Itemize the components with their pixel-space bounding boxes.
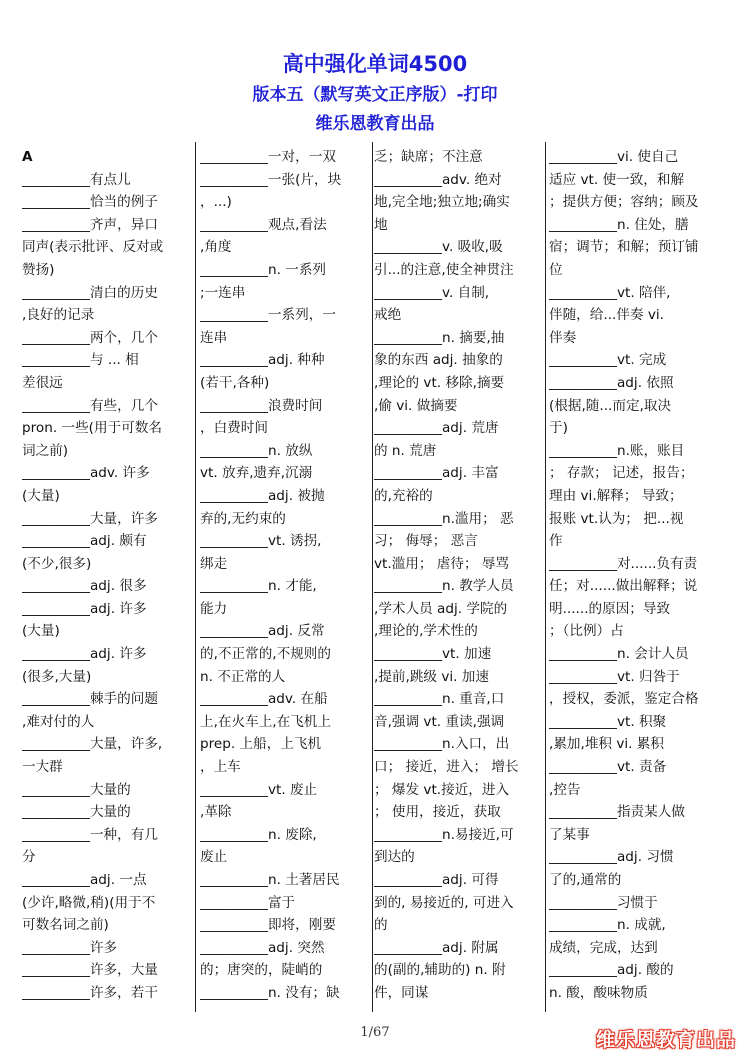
- vocab-line: __________adj. 许多: [22, 646, 147, 663]
- vocab-line: 理由 vi.解释； 导致；: [549, 487, 683, 504]
- vocab-line: ； 爆发 vt.接近，进入: [374, 781, 510, 798]
- vocab-column-2: [200, 146, 370, 1014]
- vocab-line: __________即将，刚要: [200, 917, 336, 934]
- vocab-line: __________vi. 使自己: [549, 149, 679, 165]
- vocab-line: ,提前,跳级 vi. 加速: [374, 668, 489, 685]
- vocab-line: __________大量的: [22, 804, 131, 821]
- vocab-line: 戒绝: [374, 307, 402, 324]
- vocab-line: pron. 一些(用于可数名: [22, 420, 162, 437]
- vocab-line: 到达的: [374, 849, 415, 866]
- vocab-line: 明......的原因；导致: [549, 600, 671, 617]
- vocab-line: 绑走: [200, 555, 228, 572]
- vocab-line: 位: [549, 261, 563, 278]
- vocab-line: __________n.滥用； 恶: [374, 510, 514, 527]
- vocab-line: __________对......负有责: [549, 555, 698, 572]
- vocab-line: ，白费时间: [200, 420, 268, 437]
- vocab-line: __________n. 摘要,抽: [374, 329, 505, 346]
- vocab-line: __________v. 吸收,吸: [374, 239, 503, 256]
- document-title: 高中强化单词4500: [282, 52, 468, 76]
- vocab-line: __________adj. 很多: [22, 578, 147, 595]
- publisher-line: 维乐恩教育出品: [315, 114, 435, 134]
- vocab-line: __________adv. 绝对: [374, 171, 502, 188]
- vocab-line: 的 n. 荒唐: [374, 442, 437, 459]
- vocab-line: __________n.入口，出: [374, 736, 510, 753]
- vocab-line: (不少,很多): [22, 555, 92, 572]
- vocab-line: __________n. 废除,: [200, 826, 317, 843]
- vocab-line: 弃的,无约束的: [200, 510, 286, 527]
- vocab-line: (大量): [22, 623, 60, 640]
- vocab-line: 象的东西 adj. 抽象的: [374, 352, 503, 369]
- vocab-line: __________vt. 归咎于: [549, 668, 680, 685]
- vocab-line: 连串: [200, 329, 228, 346]
- vocab-line: __________清白的历史: [22, 284, 158, 301]
- vocab-line: ；（比例）占: [549, 623, 624, 640]
- vocab-line: 上,在火车上,在飞机上: [200, 713, 331, 730]
- vocab-line: 于): [549, 420, 568, 437]
- vocab-line: (若干,各种): [200, 374, 270, 391]
- vocab-line: __________adj. 被抛: [200, 487, 325, 504]
- vocab-line: ,难对付的人: [22, 713, 95, 730]
- vocab-line: 赞扬): [22, 261, 55, 278]
- vocab-line: __________大量，许多: [22, 510, 158, 527]
- vocab-line: __________与 ... 相: [22, 352, 139, 369]
- vocab-line: 件，同谋: [374, 984, 429, 1001]
- vocab-line: (少许,略微,稍)(用于不: [22, 894, 156, 911]
- vocab-line: 的,不正常的,不规则的: [200, 646, 331, 663]
- vocab-line: __________adj. 丰富: [374, 465, 499, 482]
- vocab-line: (很多,大量): [22, 668, 92, 685]
- vocab-line: ,革除: [200, 804, 232, 821]
- vocab-line: __________一种，有几: [22, 826, 158, 843]
- vocab-line: __________adj. 颇有: [22, 533, 147, 550]
- vocab-line: __________n. 重音,口: [374, 691, 505, 708]
- vocab-line: __________一张(片，块: [200, 171, 342, 188]
- vocab-line: 宿；调节；和解；预订铺: [549, 239, 699, 256]
- vocab-line: __________一系列，一: [200, 307, 336, 324]
- vocab-line: ,偷 vi. 做摘要: [374, 397, 458, 414]
- vocab-line: __________n.易接近,可: [374, 826, 514, 843]
- vocab-line: ，授权，委派，鉴定合格: [549, 691, 699, 708]
- vocab-line: __________许多: [22, 939, 118, 956]
- vocab-line: 报账 vt.认为； 把...视: [549, 510, 684, 527]
- vocab-line: vt.滥用； 虐待； 辱骂: [374, 555, 510, 572]
- vocab-line: 成绩，完成，达到: [549, 939, 658, 956]
- vocab-line: __________大量，许多,: [22, 736, 163, 753]
- vocab-line: __________vt. 废止: [200, 781, 318, 798]
- vocab-line: __________n. 才能,: [200, 578, 317, 595]
- vocab-line: 差很远: [22, 374, 63, 391]
- vocab-line: __________vt. 诱拐,: [200, 533, 322, 550]
- vocab-line: __________adj. 种种: [200, 352, 325, 369]
- vocab-line: __________许多，若干: [22, 984, 158, 1001]
- vocabulary-columns: [22, 146, 738, 1014]
- vocab-line: 习； 侮辱； 恶言: [374, 533, 478, 550]
- vocab-line: ,角度: [200, 239, 232, 256]
- vocab-column-4: [549, 146, 721, 1014]
- vocab-column-1: [22, 146, 192, 1014]
- vocab-line: __________adj. 酸的: [549, 962, 674, 979]
- vocab-line: 地,完全地;独立地;确实: [374, 194, 510, 211]
- vocab-line: (根据,随...而定,取决: [549, 397, 672, 414]
- vocab-line: __________adj. 突然: [200, 939, 325, 956]
- vocab-line: __________adv. 许多: [22, 465, 150, 482]
- vocab-line: 的(副的,辅助的) n. 附: [374, 962, 506, 979]
- vocab-line: 分: [22, 849, 36, 866]
- vocab-line: vt. 放弃,遗弃,沉溺: [200, 465, 313, 482]
- vocab-line: __________大量的: [22, 781, 131, 798]
- vocab-line: (大量): [22, 487, 60, 504]
- vocab-line: __________adj. 附属: [374, 939, 499, 956]
- vocab-line: 的: [374, 917, 388, 934]
- vocab-line: ； 使用，接近，获取: [374, 804, 501, 821]
- page-number: 1/67: [360, 1025, 390, 1040]
- vocab-line: 适应 vt. 使一致，和解: [549, 171, 685, 188]
- vocab-line: __________两个，几个: [22, 329, 158, 346]
- vocab-line: ； 存款； 记述，报告；: [549, 465, 694, 482]
- vocab-line: __________有点儿: [22, 171, 131, 188]
- vocab-line: __________n. 教学人员: [374, 578, 514, 595]
- vocab-line: __________vt. 完成: [549, 352, 667, 369]
- vocab-line: ,理论的,学术性的: [374, 623, 478, 640]
- vocab-line: __________许多，大量: [22, 962, 158, 979]
- vocab-line: 伴奏: [549, 329, 577, 346]
- vocab-line: ;一连串: [200, 284, 246, 301]
- vocab-line: __________n. 没有；缺: [200, 984, 340, 1001]
- vocab-line: 伴随，给...伴奏 vi.: [549, 307, 664, 324]
- vocab-line: 作: [549, 533, 563, 550]
- watermark-logo: 维乐恩教育出品: [595, 1029, 736, 1051]
- vocab-line: __________有些，几个: [22, 397, 158, 414]
- vocab-line: 了的,通常的: [549, 872, 622, 888]
- vocab-line: 到的, 易接近的, 可进入: [374, 894, 514, 911]
- vocab-line: __________adj. 反常: [200, 623, 325, 640]
- vocab-line: n. 酸，酸味物质: [549, 984, 648, 1001]
- vocab-line: 废止: [200, 849, 228, 866]
- vocab-line: ，上车: [200, 759, 241, 776]
- vocab-line: ,控告: [549, 781, 581, 798]
- vocab-line: __________adv. 在船: [200, 691, 328, 708]
- vocab-line: 可数名词之前): [22, 917, 109, 934]
- vocab-line: __________adj. 可得: [374, 872, 499, 888]
- vocab-line: __________adj. 依照: [549, 374, 674, 391]
- vocab-line: ,良好的记录: [22, 307, 95, 324]
- vocab-line: __________adj. 许多: [22, 600, 147, 617]
- vocab-line: ,学术人员 adj. 学院的: [374, 600, 508, 617]
- vocab-line: __________一对，一双: [200, 149, 336, 165]
- vocab-line: 了某事: [549, 826, 590, 843]
- vocab-line: __________n. 土著居民: [200, 872, 340, 888]
- vocab-line: __________习惯于: [549, 894, 658, 911]
- vocab-line: ,理论的 vt. 移除,摘要: [374, 374, 505, 391]
- vocab-line: 口； 接近，进入； 增长: [374, 759, 519, 776]
- vocab-line: ；提供方便；容纳；顾及: [549, 194, 699, 211]
- vocab-line: 词之前): [22, 442, 69, 459]
- vocab-line: __________浪费时间: [200, 397, 323, 414]
- vocab-line: 任；对......做出解释；说: [549, 578, 698, 595]
- vocab-line: __________vt. 陪伴,: [549, 284, 671, 301]
- vocab-line: ，...): [200, 194, 232, 211]
- vocab-line: 同声(表示批评、反对或: [22, 239, 164, 256]
- document-subtitle: 版本五（默写英文正序版）-打印: [252, 85, 498, 105]
- vocab-line: __________齐声，异口: [22, 216, 158, 233]
- vocab-line: __________观点,看法: [200, 216, 327, 233]
- vocab-line: __________n. 住处，膳: [549, 216, 689, 233]
- vocab-line: __________n. 会计人员: [549, 646, 689, 663]
- vocab-line: ,累加,堆积 vi. 累积: [549, 736, 664, 753]
- vocab-line: n. 不正常的人: [200, 668, 286, 685]
- vocab-line: __________v. 自制,: [374, 284, 490, 301]
- vocab-line: __________n. 一系列: [200, 261, 327, 278]
- vocab-line: 音,强调 vt. 重读,强调: [374, 713, 505, 730]
- vocab-line: 乏；缺席；不注意: [374, 149, 483, 165]
- vocab-line: __________vt. 责备: [549, 759, 667, 776]
- vocab-line: __________指责某人做: [549, 804, 685, 821]
- vocab-line: __________vt. 积聚: [549, 713, 667, 730]
- vocab-line: __________adj. 一点: [22, 872, 147, 888]
- vocab-line: __________恰当的例子: [22, 194, 158, 211]
- vocab-line: 地: [374, 216, 388, 233]
- vocab-column-3: [374, 146, 546, 1014]
- vocab-line: __________adj. 荒唐: [374, 420, 499, 437]
- vocab-line: 的；唐突的，陡峭的: [200, 962, 323, 979]
- vocab-line: __________富于: [200, 894, 296, 911]
- vocab-line: __________n. 成就,: [549, 917, 666, 934]
- section-letter: A: [22, 149, 33, 165]
- vocab-line: __________adj. 习惯: [549, 849, 674, 866]
- vocab-line: prep. 上船，上飞机: [200, 736, 322, 753]
- vocab-line: __________n.账，账目: [549, 442, 685, 459]
- vocab-line: __________棘手的问题: [22, 691, 158, 708]
- vocab-line: 能力: [200, 600, 228, 617]
- vocab-line: 引...的注意,使全神贯注: [374, 261, 514, 278]
- vocab-line: 的,充裕的: [374, 487, 433, 504]
- vocab-line: __________vt. 加速: [374, 646, 492, 663]
- vocab-line: 一大群: [22, 759, 63, 776]
- vocab-line: __________n. 放纵: [200, 442, 313, 459]
